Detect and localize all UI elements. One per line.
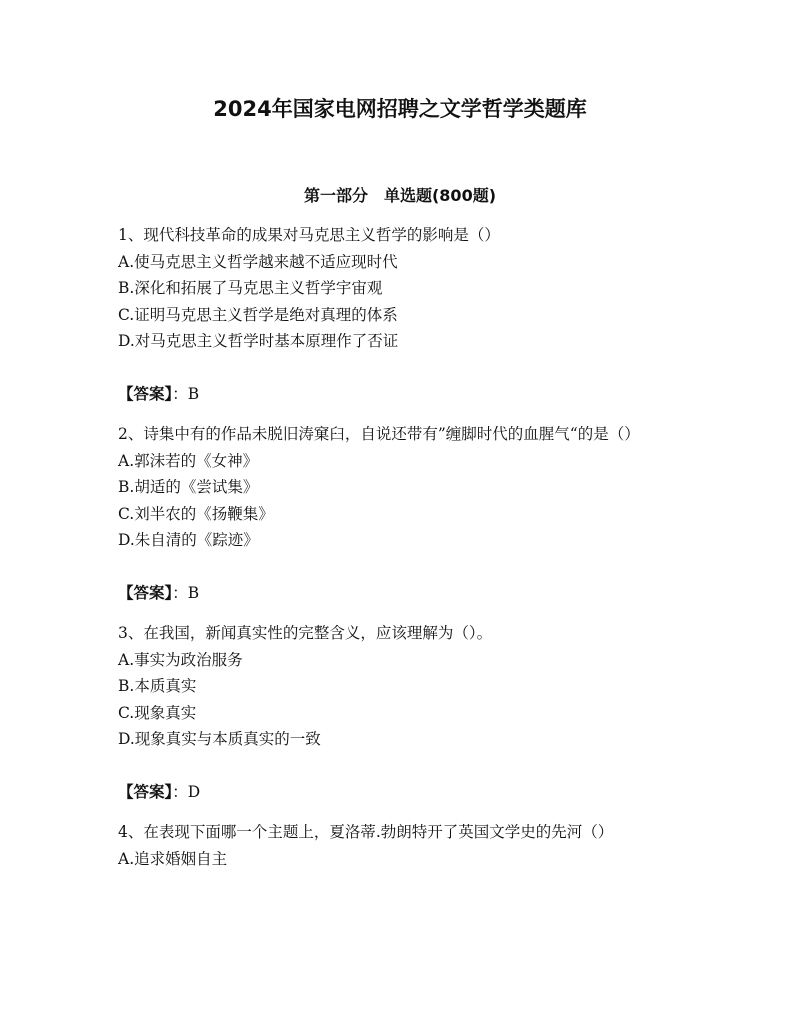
question-3: [118, 620, 688, 805]
option-a: A.事实为政治服务: [118, 650, 243, 669]
answer-line: [118, 580, 688, 607]
answer-line: [118, 381, 688, 408]
option-a: A.使马克思主义哲学越来越不适应现时代: [118, 252, 398, 271]
answer-value: B: [187, 384, 200, 403]
question-1: [118, 222, 688, 407]
question-2: [118, 421, 688, 606]
option-d: D.现象真实与本质真实的一致: [118, 730, 321, 748]
answer-line: [118, 779, 688, 806]
option-d: D.对马克思主义哲学时基本原理作了否证: [118, 332, 399, 350]
option-a: A.郭沫若的《女神》: [118, 451, 259, 470]
answer-label: 【答案】: [118, 384, 173, 403]
answer-label: 【答案】: [118, 583, 173, 602]
answer-label: 【答案】: [118, 782, 173, 801]
answer-value: D: [187, 782, 201, 801]
option-c: C.刘半农的《扬鞭集》: [118, 504, 274, 523]
option-b: B.深化和拓展了马克思主义哲学宇宙观: [118, 279, 383, 297]
section-title: 第一部分 单选题(800题): [303, 186, 497, 205]
question-list: [118, 222, 688, 872]
option-b: B.本质真实: [118, 677, 197, 695]
option-b: B.胡适的《尝试集》: [118, 478, 259, 496]
answer-separator: ：: [172, 384, 188, 403]
answer-value: B: [187, 583, 200, 602]
question-stem: 4、在表现下面哪一个主题上，夏洛蒂.勃朗特开了英国文学史的先河（）: [118, 823, 614, 841]
option-a: A.追求婚姻自主: [118, 849, 228, 868]
question-stem: 3、在我国，新闻真实性的完整含义，应该理解为（）。: [118, 624, 493, 642]
document-title: 2024年国家电网招聘之文学哲学类题库: [213, 97, 587, 121]
question-4: [118, 819, 688, 872]
option-d: D.朱自清的《踪迹》: [118, 531, 259, 549]
question-stem: 1、现代科技革命的成果对马克思主义哲学的影响是（）: [118, 226, 500, 244]
question-stem: 2、诗集中有的作品未脱旧涛窠臼，自说还带有”缠脚时代的血腥气“的是（）: [118, 425, 640, 443]
answer-separator: ：: [172, 583, 188, 602]
option-c: C.现象真实: [118, 703, 197, 722]
answer-separator: ：: [172, 782, 188, 801]
option-c: C.证明马克思主义哲学是绝对真理的体系: [118, 305, 398, 324]
